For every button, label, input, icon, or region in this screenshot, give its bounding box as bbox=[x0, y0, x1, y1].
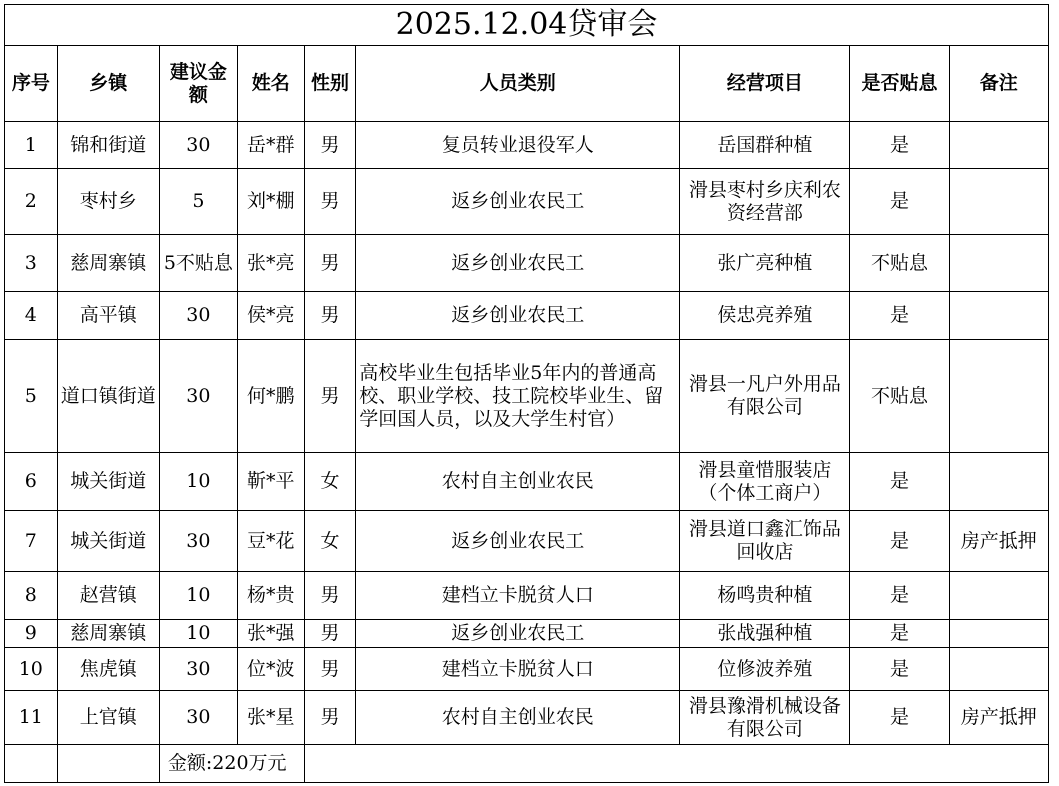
cell-township: 锦和街道 bbox=[57, 122, 159, 169]
header-cell: 乡镇 bbox=[57, 46, 159, 122]
cell-subsidy: 是 bbox=[850, 122, 949, 169]
cell-township: 慈周寨镇 bbox=[57, 620, 159, 648]
cell-business: 侯忠亮养殖 bbox=[680, 292, 850, 340]
table-row bbox=[5, 691, 1049, 745]
cell-remark bbox=[949, 292, 1048, 340]
cell-business: 滑县枣村乡庆利农资经营部 bbox=[680, 169, 850, 235]
cell-index: 1 bbox=[5, 122, 58, 169]
cell-remark bbox=[949, 340, 1048, 453]
cell-subsidy: 不贴息 bbox=[850, 340, 949, 453]
cell-remark: 房产抵押 bbox=[949, 691, 1048, 745]
cell-gender: 女 bbox=[304, 511, 356, 572]
header-row bbox=[5, 46, 1049, 122]
cell-township: 城关街道 bbox=[57, 511, 159, 572]
header-cell: 备注 bbox=[949, 46, 1048, 122]
cell-name: 靳*平 bbox=[237, 453, 304, 511]
cell-amount: 30 bbox=[159, 511, 237, 572]
cell-township: 城关街道 bbox=[57, 453, 159, 511]
table-row bbox=[5, 169, 1049, 235]
cell-name: 刘*棚 bbox=[237, 169, 304, 235]
cell-township: 道口镇街道 bbox=[57, 340, 159, 453]
cell-index: 5 bbox=[5, 340, 58, 453]
cell-subsidy: 是 bbox=[850, 453, 949, 511]
table-row bbox=[5, 340, 1049, 453]
cell-remark bbox=[949, 572, 1048, 620]
table-row bbox=[5, 511, 1049, 572]
cell-business: 滑县豫滑机械设备有限公司 bbox=[680, 691, 850, 745]
cell-amount: 5不贴息 bbox=[159, 235, 237, 292]
cell-amount: 30 bbox=[159, 122, 237, 169]
loan-review-table bbox=[4, 4, 1049, 783]
cell-amount: 10 bbox=[159, 453, 237, 511]
cell-index: 4 bbox=[5, 292, 58, 340]
cell-amount: 5 bbox=[159, 169, 237, 235]
empty-cell bbox=[57, 745, 159, 783]
cell-gender: 男 bbox=[304, 648, 356, 691]
cell-remark bbox=[949, 648, 1048, 691]
cell-township: 赵营镇 bbox=[57, 572, 159, 620]
cell-name: 杨*贵 bbox=[237, 572, 304, 620]
header-cell: 建议金额 bbox=[159, 46, 237, 122]
cell-gender: 男 bbox=[304, 572, 356, 620]
cell-remark bbox=[949, 453, 1048, 511]
cell-category: 返乡创业农民工 bbox=[356, 235, 680, 292]
cell-gender: 男 bbox=[304, 292, 356, 340]
cell-business: 张广亮种植 bbox=[680, 235, 850, 292]
table-row bbox=[5, 620, 1049, 648]
table-row bbox=[5, 235, 1049, 292]
cell-township: 高平镇 bbox=[57, 292, 159, 340]
cell-gender: 女 bbox=[304, 453, 356, 511]
cell-index: 6 bbox=[5, 453, 58, 511]
header-cell: 性别 bbox=[304, 46, 356, 122]
header-cell: 是否贴息 bbox=[850, 46, 949, 122]
header-cell: 序号 bbox=[5, 46, 58, 122]
cell-index: 7 bbox=[5, 511, 58, 572]
cell-category: 农村自主创业农民 bbox=[356, 453, 680, 511]
table-row bbox=[5, 122, 1049, 169]
total-row bbox=[5, 745, 1049, 783]
cell-name: 张*强 bbox=[237, 620, 304, 648]
cell-amount: 30 bbox=[159, 340, 237, 453]
cell-subsidy: 是 bbox=[850, 292, 949, 340]
cell-subsidy: 是 bbox=[850, 691, 949, 745]
cell-amount: 10 bbox=[159, 572, 237, 620]
table-row bbox=[5, 572, 1049, 620]
cell-gender: 男 bbox=[304, 340, 356, 453]
header-cell: 人员类别 bbox=[356, 46, 680, 122]
cell-category: 高校毕业生包括毕业5年内的普通高校、职业学校、技工院校毕业生、留学回国人员，以及大学生村官） bbox=[356, 340, 680, 453]
cell-subsidy: 是 bbox=[850, 169, 949, 235]
empty-cell bbox=[304, 745, 1048, 783]
table-row bbox=[5, 292, 1049, 340]
cell-gender: 男 bbox=[304, 169, 356, 235]
empty-cell bbox=[5, 745, 58, 783]
cell-name: 岳*群 bbox=[237, 122, 304, 169]
cell-name: 位*波 bbox=[237, 648, 304, 691]
cell-township: 枣村乡 bbox=[57, 169, 159, 235]
cell-amount: 30 bbox=[159, 648, 237, 691]
cell-amount: 30 bbox=[159, 691, 237, 745]
cell-gender: 男 bbox=[304, 620, 356, 648]
cell-subsidy: 是 bbox=[850, 511, 949, 572]
cell-township: 上官镇 bbox=[57, 691, 159, 745]
cell-township: 焦虎镇 bbox=[57, 648, 159, 691]
cell-category: 返乡创业农民工 bbox=[356, 292, 680, 340]
header-cell: 经营项目 bbox=[680, 46, 850, 122]
cell-category: 建档立卡脱贫人口 bbox=[356, 572, 680, 620]
cell-business: 滑县童惜服装店（个体工商户） bbox=[680, 453, 850, 511]
cell-index: 8 bbox=[5, 572, 58, 620]
cell-index: 11 bbox=[5, 691, 58, 745]
cell-index: 10 bbox=[5, 648, 58, 691]
loan-review-sheet bbox=[4, 4, 1049, 783]
cell-category: 农村自主创业农民 bbox=[356, 691, 680, 745]
cell-remark bbox=[949, 122, 1048, 169]
cell-remark bbox=[949, 620, 1048, 648]
cell-gender: 男 bbox=[304, 122, 356, 169]
cell-name: 张*星 bbox=[237, 691, 304, 745]
table-row bbox=[5, 453, 1049, 511]
cell-subsidy: 是 bbox=[850, 620, 949, 648]
cell-subsidy: 是 bbox=[850, 572, 949, 620]
cell-gender: 男 bbox=[304, 691, 356, 745]
cell-business: 杨鸣贵种植 bbox=[680, 572, 850, 620]
cell-category: 返乡创业农民工 bbox=[356, 620, 680, 648]
cell-index: 9 bbox=[5, 620, 58, 648]
cell-business: 滑县道口鑫汇饰品回收店 bbox=[680, 511, 850, 572]
sheet-title: 2025.12.04贷审会 bbox=[5, 5, 1049, 46]
cell-business: 位修波养殖 bbox=[680, 648, 850, 691]
cell-name: 豆*花 bbox=[237, 511, 304, 572]
cell-township: 慈周寨镇 bbox=[57, 235, 159, 292]
cell-amount: 30 bbox=[159, 292, 237, 340]
cell-subsidy: 是 bbox=[850, 648, 949, 691]
cell-amount: 10 bbox=[159, 620, 237, 648]
cell-remark: 房产抵押 bbox=[949, 511, 1048, 572]
total-amount: 金额:220万元 bbox=[159, 745, 304, 783]
cell-category: 返乡创业农民工 bbox=[356, 169, 680, 235]
cell-name: 何*鹏 bbox=[237, 340, 304, 453]
cell-name: 侯*亮 bbox=[237, 292, 304, 340]
cell-category: 返乡创业农民工 bbox=[356, 511, 680, 572]
cell-name: 张*亮 bbox=[237, 235, 304, 292]
header-cell: 姓名 bbox=[237, 46, 304, 122]
cell-business: 滑县一凡户外用品有限公司 bbox=[680, 340, 850, 453]
cell-category: 复员转业退役军人 bbox=[356, 122, 680, 169]
cell-gender: 男 bbox=[304, 235, 356, 292]
cell-index: 2 bbox=[5, 169, 58, 235]
cell-remark bbox=[949, 235, 1048, 292]
table-row bbox=[5, 648, 1049, 691]
cell-business: 岳国群种植 bbox=[680, 122, 850, 169]
cell-index: 3 bbox=[5, 235, 58, 292]
cell-remark bbox=[949, 169, 1048, 235]
cell-subsidy: 不贴息 bbox=[850, 235, 949, 292]
cell-business: 张战强种植 bbox=[680, 620, 850, 648]
cell-category: 建档立卡脱贫人口 bbox=[356, 648, 680, 691]
